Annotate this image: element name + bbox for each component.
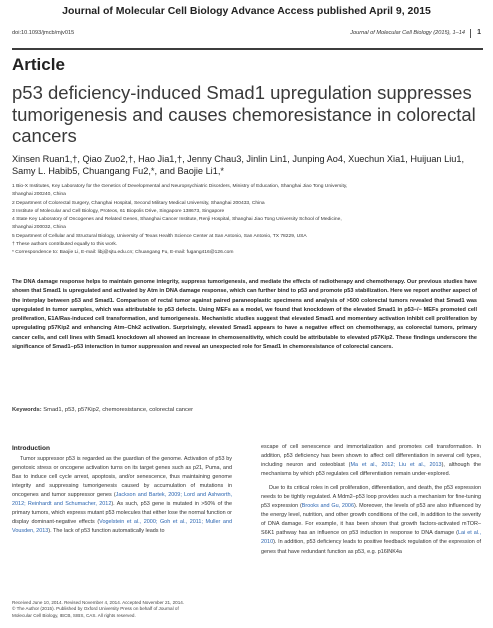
body-text: Due to its critical roles in cell proliferation, differentiation, and death, the p53 expression needs to be tightly regulated. A Mdm2–p53 loop provides such a mechanism for fine-tuning p53 expression ( bbox=[261, 485, 481, 510]
page-number: 1 bbox=[477, 29, 481, 36]
doi[interactable]: doi:10.1093/jmcb/mjv015 bbox=[12, 30, 75, 36]
body-column-right bbox=[261, 443, 481, 557]
affiliation-line: 4 State Key Laboratory of Oncogenes and Related Genes, Shanghai Cancer Institute, Renji Hospital, Shanghai Jiao Tong University School of Medicine, bbox=[12, 217, 342, 223]
citation-link[interactable]: Ma et al., 2012; Liu et al., 2013 bbox=[350, 462, 442, 469]
body-text: Tumor suppressor p53 is regarded as the guardian of the genome. Activation of p53 by genotoxic stress or oncogene activation turns on its target genes such as p21, Puma, and Bax to induce cell cycle arrest, apoptosis, and/or senescence, thus maintaining genome integrity and suppressing tumorigenesis caused by accumulation of mutations in oncogenes and tumor suppressor genes ( bbox=[12, 456, 232, 499]
section-heading-introduction: Introduction bbox=[12, 445, 50, 452]
body-text: ). As such, p53 gene is mutated in >50% of the primary tumors, which express mutant p53 molecules that either lose the normal function or display dominant-negative effects ( bbox=[12, 501, 232, 526]
body-text: ). The lack of p53 function automatically leads to bbox=[48, 528, 165, 535]
citation-link[interactable]: Jackson and Bartek, 2009; Lord and Ashworth, 2012; Reinhardt and Schumacher, 2012 bbox=[12, 492, 233, 508]
keywords-line bbox=[12, 407, 193, 413]
footnote-line: © The Author (2015). Published by Oxford University Press on behalf of Journal of bbox=[12, 606, 179, 612]
affiliation-line: 5 Department of Cellular and Structural Biology, University of Texas Health Science Center at San Antonio, San Antonio, TX 78229, USA bbox=[12, 233, 307, 239]
journal-reference: Journal of Molecular Cell Biology (2015), 1–14 bbox=[350, 30, 465, 36]
footnote-line: Received June 10, 2014. Revised November 4, 2014. Accepted November 21, 2014. bbox=[12, 600, 185, 605]
citation-link[interactable]: Lai et al., 2010 bbox=[261, 530, 482, 546]
equal-contribution-note: † These authors contributed equally to this work. bbox=[12, 242, 118, 248]
affiliation-line: Shanghai 200032, China bbox=[12, 225, 66, 231]
correspondence-note: * Correspondence to: Baojie Li, E-mail: libj@sjtu.edu.cn; Chuangang Fu, E-mail: fugang416@126.com bbox=[12, 250, 234, 256]
author-list: Xinsen Ruan1,†, Qiao Zuo2,†, Hao Jia1,†, Jenny Chau3, Jinlin Lin1, Junping Ao4, Xuechun Xia1, Huijuan Liu1, Samy L. Habib5, Chuangang Fu2,*, and Baojie Li1,* bbox=[12, 154, 465, 176]
header-divider bbox=[470, 29, 471, 38]
header-meta-row bbox=[12, 28, 483, 40]
keywords-label: Keywords: bbox=[12, 407, 42, 413]
body-paragraph bbox=[261, 443, 481, 479]
body-text: ). Moreover, the levels of p53 are also influenced by the energy level, nutrition, and other growth conditions of the cell, in addition to the severity of DNA damage. For example, it has been shown that growth factors-activated mTOR–S6K1 pathway has an influence on p53 induction in response to DNA damage ( bbox=[261, 503, 482, 537]
body-text: escape of cell senescence and immortalization and promotes cell transformation. In addition, p53 deficiency has been shown to affect cell differentiation in several cell types, including neuron and osteoblast ( bbox=[261, 444, 481, 469]
footnote-line: Molecular Cell Biology, IBCB, SIBS, CAS. All rights reserved. bbox=[12, 612, 136, 618]
body-paragraph bbox=[261, 484, 481, 556]
affiliation-line: 2 Department of Colorectal Surgery, Changhai Hospital, Second Military Medical University, Shanghai 200433, China bbox=[12, 200, 265, 206]
body-text: ), although the mechanisms by which p53 regulates cell differentiation remain under-explored. bbox=[261, 462, 482, 478]
citation-link[interactable]: Brooks and Gu, 2006 bbox=[301, 503, 354, 510]
article-title: p53 deficiency-induced Smad1 upregulation suppresses tumorigenesis and causes chemoresistance in colorectal cancers bbox=[12, 82, 476, 146]
affiliations bbox=[12, 183, 482, 258]
body-paragraph bbox=[12, 455, 232, 536]
citation-link[interactable]: Vogelstein et al., 2000; Goh et al., 2011; Muller and Vousden, 2013 bbox=[12, 519, 232, 535]
keywords-list: Smad1, p53, p57Kip2, chemoresistance, colorectal cancer bbox=[41, 407, 194, 413]
body-text: ). In addition, p53 deficiency leads to positive feedback regulation of the expression of genes that have redundant function as p53, e.g. p16INK4a bbox=[261, 539, 481, 555]
affiliation-line: Shanghai 200240, China bbox=[12, 192, 66, 198]
affiliation-line: 3 Institute of Molecular and Cell Biology, Proteos, 61 Biopolis Drive, Singapore 138673, Singapore bbox=[12, 208, 225, 214]
article-type-label: Article bbox=[12, 55, 65, 74]
header-rule bbox=[12, 48, 483, 50]
received-copyright-footnote bbox=[12, 600, 242, 619]
advance-access-banner: Journal of Molecular Cell Biology Advance Access published April 9, 2015 bbox=[62, 5, 431, 17]
affiliation-line: 1 Bio-X Institutes, Key Laboratory for the Genetics of Developmental and Neuropsychiatric Disorders, Ministry of Education, Shanghai Jiao Tong University, bbox=[12, 184, 348, 189]
abstract: The DNA damage response helps to maintain genome integrity, suppress tumorigenesis, and mediate the effects of radiotherapy and chemotherapy. Our previous studies have shown that Smad1 is upregulated and activated by Atm in DNA damage response, which can further bind to p53 and promote p53 stabilization. Here we report another aspect of the interplay between p53 and Smad1. Comparison of rectal tumor against paired paraneoplastic specimens and analysis of >500 colorectal tumors revealed that Smad1 was upregulated in tumor samples, which was attributable to p53 defects. Using MEFs as a model, we found that knockdown of the elevated Smad1 in p53−/− MEFs promoted cell proliferation, E1A/Ras-induced cell transformation, and tumorigenesis. Mechanistic studies suggest that elevated Smad1 and momentary activation inhibit cell proliferation by upregulating p57Kip2 and enhancing Atm–Chk2 activation. Surprisingly, elevated Smad1 appears to have a negative effect on chemotherapy, as colorectal tumors, primary cancer cells, and cell lines with Smad1 knockdown all showed an increase in chemosensitivity, which could be attributable to elevated p57Kip2. These findings underscore the significance of Smad1–p53 interaction in tumor suppression and reveal an unexpected role for Smad1 in chemoresistance of colorectal cancers. bbox=[12, 279, 477, 350]
body-column-left bbox=[12, 444, 232, 536]
